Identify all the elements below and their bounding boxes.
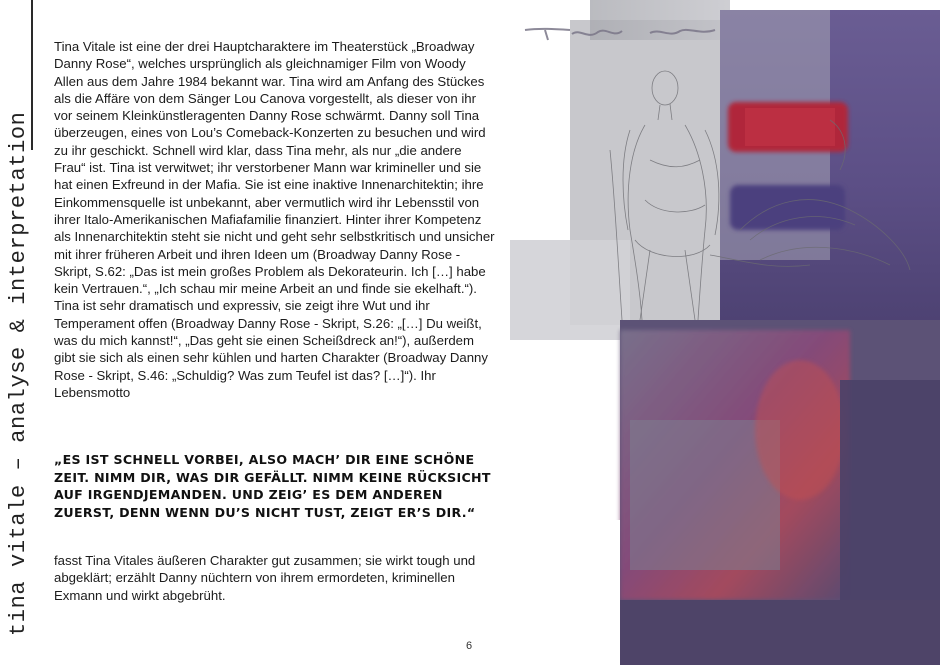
section-title: tina vitale – analyse & interpretation bbox=[6, 111, 31, 636]
vertical-rule bbox=[31, 0, 33, 150]
paragraph-intro: Tina Vitale ist eine der drei Hauptcharaktere im Theaterstück „Broadway Danny Rose“, welches ursprünglich als gleichnamiger Film von Woody Allen aus dem Jahre 1984 bekannt war. Tina wird am Anfang des Stückes als die Affäre von dem Sänger Lou Canova vorgestellt, als dieser von ihr vor seinem Kleinkünstleragenten Danny Rose schwärmt. Danny soll Tina überzeugen, eines von Lou’s Comeback-Konzerten zu besuchen und wird zu ihr geschickt. Schnell wird klar, dass Tina mehr, als nur „die andere Frau“ ist. Tina ist verwitwet; ihr verstorbener Mann war krimineller und sie hat einen Exfreund in der Mafia. Sie ist eine inaktive Innenarchitektin; ihre Einkommensquelle ist unbekannt, aber vermutlich wird ihr Lebensstil von ihrer Italo-Amerikanischen Mafiafamilie finanziert. Hinter ihrer Kompetenz als Innenarchitektin steht sie nicht und geht sehr selbstkritisch und unsicher mit ihrer früheren Arbeit und ihren Ideen um (Broadway Danny Rose - Skript, S.62: „Das ist mein großes Problem als Dekorateurin. Ich […] habe kein Vertrauen.“, „Ich schau mir meine Arbeit an und finde sie ekelhaft.“). bbox=[54, 39, 495, 297]
life-motto-quote: „ES IST SCHNELL VORBEI, ALSO MACH’ DIR EINE SCHÖNE ZEIT. NIMM DIR, WAS DIR GEFÄLLT. NIMM KEINE RÜCKSICHT AUF IRGENDJEMANDEN. UND ZEIG’ ES DEM ANDEREN ZUERST, DENN WENN DU’S NICHT TUST, ZEIGT ER’S DIR.“ bbox=[54, 452, 491, 520]
watercolor-sketch-illustration bbox=[510, 0, 940, 665]
paragraph-temperament: Tina ist sehr dramatisch und expressiv, sie zeigt ihre Wut und ihr Temperament offen (Broadway Danny Rose - Skript, S.26: „[…] Du weißt, was du mich kannst!“, „Das geht sie einen Scheißdreck an!“), außerdem gibt sie sich als einen sehr kühlen und harten Charakter (Broadway Danny Rose - Skript, S.46: „Schuldig? Was zum Teufel ist das? […]“). Ihr Lebensmotto bbox=[54, 298, 488, 400]
body-paragraphs bbox=[54, 38, 496, 401]
paragraph-summary: fasst Tina Vitales äußeren Charakter gut zusammen; sie wirkt tough und abgeklärt; erzählt Danny nüchtern von ihrem ermordeten, kriminellen Exmann und wirkt abgebrüht. bbox=[54, 553, 476, 603]
page-number: 6 bbox=[466, 640, 473, 652]
right-page-artwork bbox=[510, 0, 940, 665]
